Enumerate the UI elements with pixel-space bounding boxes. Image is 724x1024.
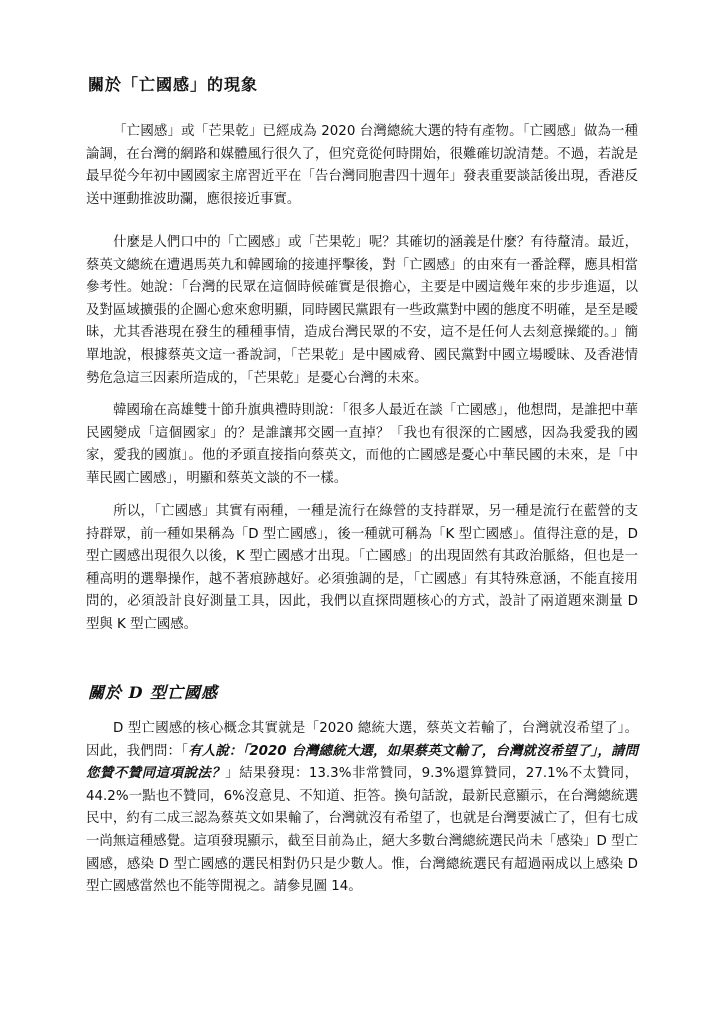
paragraph-two-types: 所以，「亡國感」其實有兩種，一種是流行在綠營的支持群眾，另一種是流行在藍營的支持群眾，前一種如果稱為「D 型亡國感」，後一種就可稱為「K 型亡國感」。值得注意的是，D 型亡國感出現很久以後，K 型亡國感才出現。「亡國感」的出現固然有其政治脈絡，但也是一種高明的選舉操作，越不著痕跡越好。必須強調的是，「亡國感」有其特殊意涵，不能直接用問的，必須設計良好測量工具，因此，我們以直探問題核心的方式，設計了兩道題來測量 D 型與 K 型亡國感。 [86, 504, 638, 632]
section-heading-d-type: 關於 D 型亡國感 [88, 683, 219, 702]
paragraph-d-type-survey: D 型亡國感的核心概念其實就是「2020 總統大選，蔡英文若輸了，台灣就沒希望了」。因此，我們問：「有人說：「2020 台灣總統大選，如果蔡英文輸了，台灣就沒希望了」，請問您贊不贊同這項說法？」結果發現：13.3%非常贊同，9.3%還算贊同，27.1%不太贊同，44.2%一點也不贊同，6%沒意見、不知道、拒答。換句話說，最新民意顯示，在台灣總統選民中，約有二成三認為蔡英文如果輸了，台灣就沒有希望了，也就是台灣要滅亡了，但有七成一尚無這種感覺。這項發現顯示，截至目前為止，絕大多數台灣總統選民尚未「感染」D 型亡國感，感染 D 型亡國感的選民相對仍只是少數人。惟，台灣總統選民有超過兩成以上感染 D 型亡國感當然也不能等閒視之。請參見圖 14。 [86, 721, 638, 895]
section-heading-phenomenon: 關於「亡國感」的現象 [88, 75, 259, 94]
survey-question: 有人說：「2020 台灣總統大選，如果蔡英文輸了，台灣就沒希望了」，請問您贊不贊同這項說法？ [86, 743, 638, 782]
paragraph-han-kuo-yu: 韓國瑜在高雄雙十節升旗典禮時則說：「很多人最近在談「亡國感」，他想問，是誰把中華民國變成「這個國家」的？是誰讓邦交國一直掉？「我也有很深的亡國感，因為我愛我的國家，愛我的國旗」。他的矛頭直接指向蔡英文，而他的亡國感是憂心中華民國的未來，是「中華民國亡國感」，明顯和蔡英文談的不一樣。 [86, 403, 638, 486]
paragraph-intro: 「亡國感」或「芒果乾」已經成為 2020 台灣總統大選的特有產物。「亡國感」做為一種論調，在台灣的網路和媒體風行很久了，但究竟從何時開始，很難確切說清楚。不過，若說是最早從今年初中國國家主席習近平在「告台灣同胞書四十週年」發表重要談話後出現，香港反送中運動推波助瀾，應很接近事實。 [86, 124, 638, 207]
paragraph-definition: 什麼是人們口中的「亡國感」或「芒果乾」呢？其確切的涵義是什麼？有待釐清。最近，蔡英文總統在遭遇馬英九和韓國瑜的接連抨擊後，對「亡國感」的由來有一番詮釋，應具相當參考性。她說：「台灣的民眾在這個時候確實是很擔心，主要是中國這幾年來的步步進逼，以及對區域擴張的企圖心愈來愈明顯，同時國民黨跟有一些政黨對中國的態度不明確，是至是曖昧，尤其香港現在發生的種種事情，造成台灣民眾的不安，這不是任何人去刻意操縱的。」簡單地說，根據蔡英文這一番說詞，「芒果乾」是中國威脅、國民黨對中國立場曖昧、及香港情勢危急這三因素所造成的，「芒果乾」是憂心台灣的未來。 [86, 235, 638, 386]
